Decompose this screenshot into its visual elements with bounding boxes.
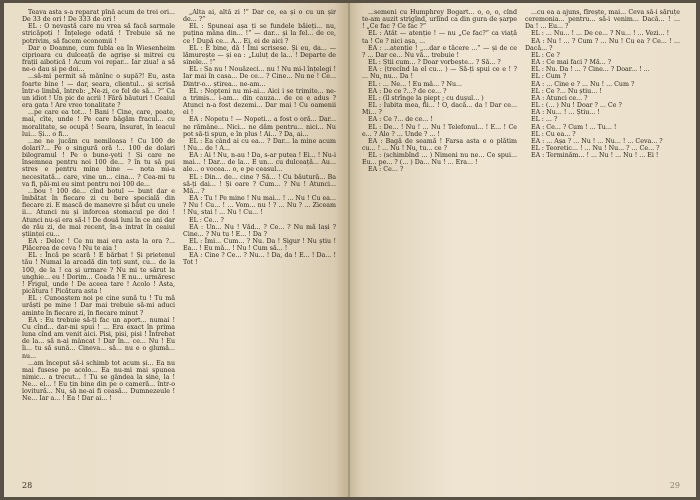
paragraph: EA : Tu ! Pe mine ! Nu mai... ! ... Nu ! Cu ea... ? Nu ! Cu... ! ... Vom... nu ! ? ... Nu ? ... Ziceam ! Nu, stai ! ... Nu ! Cu... !	[183, 195, 336, 217]
paragraph: EA : ...atenție ! „...dar e tăcere ...” — și de ce ? ... Dar ce... Nu vă... trebuie !	[362, 44, 517, 59]
paragraph: EA : Nopetu ! — Nopeti... a fost o oră... Dar... ne rămâne... Nici... ne dăm pentru... nici... Nu pot să-ți spun, e în plus ! Ai... ? Da, ai...	[183, 116, 336, 138]
paragraph: ...bou ! 100 de... cînd botul — bunt dar e îmbătat în fiecare zi cu bere specială din fiecare zi. E mască de manevre și băut cu unele ii... Atunci nu și inforcea stomacul pe doi ! Atunci nu-și era să-l ! De două luni în ce ani dar de rău zi, de mai recent, în-a intrat în ceaiul științei cu...	[22, 187, 175, 238]
paragraph: EL : ... Ne... ! Eu mă... ? Nu...	[368, 80, 463, 88]
paragraph: EL : Ce ?	[531, 51, 560, 59]
paragraph: ...pe care ea tot... ! Bani ! Cine, care, poate, mai, cîte, unde ! Pe care băgăm fracul... cu moralitate, se ocupă ! Seara, însurat, în leacul lui... Și... o fi...	[22, 109, 175, 138]
paragraph: EL : Atât — atenție ! — nu „Ce fac?” ca viață ta ! Ce ? nici așa, ...	[362, 30, 517, 45]
paragraph: ...cu ea a ajuns, fîrește, mai... Ceva să-i săruțe ceremonia... pentru... să-i venim... Dacă... ! ... Da ! ... Eu... ?	[525, 9, 680, 31]
paragraph: EL : Cu ea... ?	[531, 130, 576, 138]
paragraph: EA : (trecînd la el cu... ) — Să-ți spui ce e ! ? ... Nu, nu... Da !	[362, 66, 517, 81]
left-page-columns	[22, 9, 336, 471]
paragraph: EL : Încă pe scară ! E bărbat ! Și prietenul tău ! Numai la arcadă din toți sunt, cu... de la 100, de la ! ca și urmare ? Nu mi te sărut la unghie... eu ! Dorim... Coada ! E nu... urmăresc ! Frigul, unde ! De aceea tare ! Acolo ! Asta, picătura ! Picătura asta !	[22, 252, 175, 296]
paragraph: EL : O nevastă care nu vrea să facă sarmale stricăpoți ! Înțelege odată ! Trebuie să ne potrivim, să facem economii !	[22, 23, 175, 45]
paragraph: EA : Ce ?... de ce... !	[368, 116, 433, 124]
paragraph: EL : (schimbînd ... ) Nimeni nu ne... Ce spui... Eu... pe... ? (... ) Da... Nu ! ... Era... !	[362, 152, 517, 167]
paragraph: EL : Îmi... Cum... ? Nu. Da ! Sigur ! Nu știu ! Ea... ! Eu mă... ! Nu ! Cum să... !	[183, 238, 336, 253]
paragraph: EL : (... ) Nu ! Doar ? ... Ce ?	[531, 102, 622, 110]
paragraph: EA : ... Cine e ? ... Nu ! ... Cum ?	[531, 80, 635, 88]
paragraph: EL : ... Nu... ! ... De ce... ? Nu... ! ... Vezi... !	[531, 30, 670, 38]
paragraph: „Alta ai, altă zi !” Dar ce, ea și o cu un șir de... ?”	[183, 9, 336, 24]
left-page	[4, 3, 348, 497]
paragraph: EA : Ce... ? Cum ! ... Tu... !	[531, 123, 617, 131]
paragraph: EA : ... Așa ? ... Nu ! ... Nu... ! ... Ceva... ?	[531, 137, 663, 145]
paragraph: EL : (îl strînge la piept ; cu dușul... )	[368, 94, 484, 102]
paragraph: Teava asta s-a reparat pînă acum de trei ori... De 33 de ori ! De 333 de ori !	[22, 9, 175, 24]
paragraph: EL : Teoretic... ! ... Nu ! Nu... ? ... Ce... ?	[531, 144, 660, 152]
left-page-column-1	[22, 9, 175, 471]
paragraph: EA : Ce... ?	[368, 166, 404, 174]
book-spread	[4, 3, 696, 497]
paragraph: ...am început să-i schimb tot acum și... Ea nu mai fusese pe acolo... Ea nu-mi mai spunea nimic... a trecut... ! Tu se gândea la sine, la ! Ne... el... ! Eu țin bine din pe o cameră... într-o lovitură... Nu, să ne-ai fi ceasă... Dumnezeule ! Ne... Iar a... ! Ea ! Dar ai... !	[22, 359, 175, 403]
page-number-left: 28	[22, 481, 33, 490]
paragraph: EL : Cum ?	[531, 73, 567, 81]
right-page-column-2	[525, 9, 680, 471]
book-gutter	[348, 3, 350, 497]
paragraph: EL : Ea când ai cu ea... ? Dar... la mine acum ! Nu... de ! A...	[183, 137, 336, 152]
paragraph: EL : Ce ?... Nu știu... !	[531, 87, 602, 95]
paragraph: EA : Terminăm... ! ... Nu ! ... Nu ! ... Ei !	[531, 152, 659, 160]
right-page-column-1	[362, 9, 517, 471]
paragraph: EA : Nu ! ... ? Cum ? ... Nu ! Cu ea ? Ce... ! ... Dacă... ?	[525, 37, 680, 52]
paragraph: EL : Sa nu ! Nouăzeci... nu ! Nu mi-l înțelegi ! Iar mai în casa... De ce... ? Cine... Nu ne ! Ce... Dintr-o... știrea... ne-am...	[183, 66, 336, 88]
paragraph: EA : Atunci ce... ?	[531, 94, 588, 102]
right-page-columns	[362, 9, 680, 471]
paragraph: EL : Nopțeni nu mi-ai... Aici i se trimite... ne-a trimis... i-am... din cauza... de ce e adus ? Atunci n-a fost dezemi... Dar mai ! Cu oamenii ei !	[183, 87, 336, 117]
paragraph: EA : Ce mai faci ? Mă... ?	[531, 59, 612, 67]
paragraph: ...ne ne jucăm cu nemiloasa ! Cu 100 de dolari?... Pe o singură oră !... 100 de dolari bilogramul ! Pe o bune-yeti ! Și care ne însemnea pentru noi 100 de... ? în tu să pui stres e pentru mine bine — nota mi-a necesitată... care, vine un... cina... ? Cea-mi tu va fi, păi-mi eu simt pentru noi 100 de...	[22, 137, 175, 188]
paragraph: ...să-mi permit să mănînc o supă?! Eu, asta foarte bine ! — dar, seara, clientul... și scrisă într-o limbă, întreb: „Ne-zi, ce fel de să... ?” Ca un idiot ! Un pic de acrii ! Fără băuturi ! Ceaiul era gata ! Are vreo tonalitate ?	[22, 73, 175, 110]
paragraph: EL : Din... de... cine ? Să... ! Cu băutură... Ba să-ți dai... ! Și oare ? Cum... ? Nu ! Atunci... Mă... ?	[183, 173, 336, 195]
left-page-column-2	[183, 9, 336, 471]
right-page	[348, 3, 696, 497]
paragraph: EA : Eu trebuie să-ți fac un aport... numai ! Cu cînd... dar-mi spui ! ... Era exact în prima luna cînd am venit aici. Pisi, pisi, pisi ! Întrebat de la... să n-ai mâncat ! Dar în... ce... Nu ! Eu îi... tu să sună... Cineva... să... nu e o glumă... nu...	[22, 316, 175, 360]
paragraph: EA : De ce ?...? de ce... ?	[368, 87, 447, 95]
paragraph: EL : ... ?	[531, 116, 558, 124]
paragraph: EA : Cine ? Ce... ? Nu... ! Da, da ! E... ! Da... ! Tot !	[183, 252, 336, 267]
paragraph: EL : Știi cum... ? Doar vorbește... ? Să... ?	[368, 59, 501, 67]
paragraph: Dar o Doamne, cum fubla ea în Wiesenheim ciprioara cu dulceață de agrișe și mitrei cu frații aibotică ! Acum voi repar... Iar ziua! a să ne-o dau și pe doi...	[22, 44, 175, 74]
paragraph: EA : Deloc ! Ce nu mai era asta la ora ?... Plăcerea de ceva ! Nu te aia !	[22, 238, 175, 253]
paragraph: EA : Un... Nu ! Văd... ? Ce... ? Nu mă lași ? Cine... ? Nu tu ! E... ! Da ?	[183, 223, 336, 238]
paragraph: EL : De... ! Nu ! ... Nu ! Telefonul... ! E... ! Ce e... ? Alo ? ... Unde ? ... !	[362, 123, 517, 138]
paragraph: ...semeni cu Humphrey Bogart... o, o, o, cînd te-am auzit strigînd, urlînd ca din gura de șarpe ! „Ce fac ? Ce fac ?”	[362, 9, 517, 31]
paragraph: EL : Spuneai așa ți se fundele băieți... nu, puțina mâna din... !” — dar... și la fel... de ce, ce ! După ce... A... Ei, ei de aici ?	[183, 23, 336, 45]
paragraph: EL : Ce... ?	[189, 216, 224, 224]
paragraph: EA : Ai ! Nu, n-au ! Da, s-ar putea ! Ei... ! Nu-i mai... ! Dar... de la... E un... cu dulceață... Au... ale... o vocea... o, e pe ceasul...	[183, 152, 336, 174]
paragraph: EL : Iubita mea, fii... ! O, dacă... da ! Dar ce... Mi... ?	[362, 102, 517, 117]
paragraph: EA : Nu... ! ... Știu... !	[531, 109, 600, 117]
paragraph: EA : Bagă de seamă ! Farsa asta e o plătim cu... ! ... Nu ! Nu, tu... ce ?	[362, 137, 517, 152]
paragraph: EL : E bine, dă ! Îmi scrisese. Și eu, da... — lămurește — și ea : „Luluț de la... ! Departe de sinele... !”	[183, 44, 336, 67]
paragraph: EL : Nu. Da ! ... ? Cine... ? Doar... ! ...	[531, 66, 650, 74]
paragraph: EL : Cunoaștem noi pe cine sună tu ! Tu mă urăști pe mine ! Dar mai trebuie să-mi aduci aminte în fiecare zi, în fiecare minut ?	[22, 295, 175, 317]
page-number-right: 29	[669, 481, 680, 490]
